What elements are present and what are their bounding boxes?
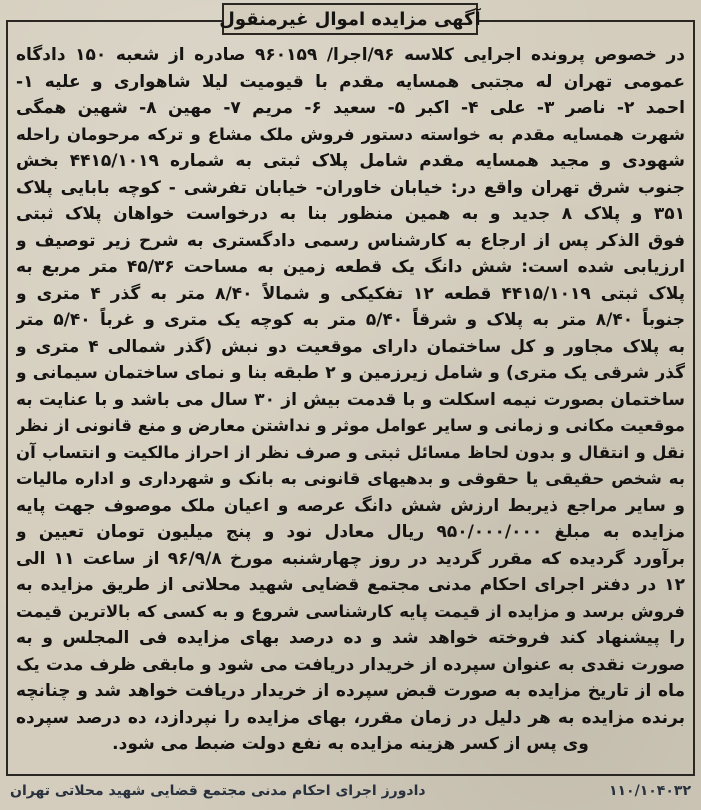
notice-line: ۱۲ در دفتر اجرای احکام مدنی مجتمع قضایی شهید محلاتی از طریق مزایده به	[16, 575, 685, 595]
notice-line: برآورد گردیده که مقرر گردید در روز چهارشنبه مورخ ۹۶/۹/۸ از ساعت ۱۱ الی	[16, 548, 685, 569]
notice-line: فوق الذکر پس از ارجاع به کارشناس رسمی دادگستری به شرح زیر توصیف و	[16, 230, 685, 251]
notice-line: موقعیت مکانی و زمانی و سایر عوامل موثر و نداشتن معارض و منع قانونی از نظر	[16, 416, 685, 435]
notice-line: گذر شرقی یک متری) و شامل زیرزمین و ۲ طبقه بنا و نمای ساختمان سیمانی و	[16, 363, 685, 383]
notice-line-last: وی پس از کسر هزینه مزایده به نفع دولت ضبط می شود.	[112, 734, 589, 754]
title-box	[219, 3, 481, 35]
notice-title: آگهی مزایده اموال غیرمنقول	[219, 8, 481, 30]
issuer-signature: دادورز اجرای احکام مدنی مجتمع قضایی شهید محلاتی تهران	[10, 783, 426, 799]
notice-line: شهرت همسایه مقدم به خواسته دستور فروش ملک مشاع و ترکه مرحومان راحله	[16, 124, 685, 144]
notice-line: ساختمان بصورت نیمه اسکلت و با قدمت بیش از ۳۰ سال می باشد و با عنایت به	[16, 389, 685, 410]
notice-line: ارزیابی شده است: شش دانگ یک قطعه زمین به مساحت ۴۵/۳۶ متر مربع به	[16, 257, 685, 277]
notice-line: پلاک ثبتی ۴۴۱۵/۱۰۱۹ قطعه ۱۲ تفکیکی و شمالاً ۸/۴۰ متر به گذر ۴ متری و	[16, 283, 685, 304]
notice-line: ماه از تاریخ مزایده به صورت قبض سپرده از خریدار دریافت خواهد شد و چنانچه	[16, 681, 685, 701]
notice-line: صورت نقدی به عنوان سپرده از خریدار دریافت می شود و مابقی ظرف مدت یک	[16, 654, 685, 675]
notice-line: به پلاک مجاور و کل ساختمان دارای موقعیت دو نبش (گذر شمالی ۴ متری و	[16, 336, 685, 357]
notice-body	[16, 42, 685, 758]
notice-line: برنده مزایده به هر دلیل در زمان مقرر، بهای مزایده را نپردازد، ده درصد سپرده	[16, 707, 685, 728]
notice-line: به شخص حقیقی یا حقوقی و بدهیهای قانونی به بانک و شهرداری و اداره مالیات	[16, 469, 685, 488]
notice-line: احمد ۲- ناصر ۳- علی ۴- اکبر ۵- سعید ۶- مریم ۷- مهین ۸- شهین همگی	[16, 98, 685, 118]
notice-footer	[10, 778, 691, 804]
notice-line: مزایده به مبلغ ۹۵۰/۰۰۰/۰۰۰ ریال معادل نود و پنج میلیون تومان تعیین و	[16, 522, 685, 542]
notice-line: جنوباً ۸/۴۰ متر به پلاک و شرقاً ۵/۴۰ متر به کوچه یک متری و غرباً ۵/۴۰ متر	[16, 310, 685, 330]
notice-line: نقل و انتقال و بدون لحاظ مسائل ثبتی و صرف نظر از احراز مالکیت و انتساب آن	[16, 442, 685, 462]
notice-line: در خصوص پرونده اجرایی کلاسه ۹۶/اجرا/ ۹۶۰۱۵۹ صادره از شعبه ۱۵۰ دادگاه	[16, 45, 685, 65]
notice-line: جنوب شرق تهران واقع در: خیابان خاوران- خیابان تفرشی - کوچه بابایی پلاک	[16, 177, 685, 198]
notice-line: را پیشنهاد کند فروخته خواهد شد و ده درصد بهای مزایده فی المجلس و به	[16, 628, 685, 648]
notice-line: عمومی تهران له مجتبی همسایه مقدم با قیومیت لیلا شاهواری و علیه ۱-	[16, 71, 685, 92]
notice-line: ۳۵۱ و پلاک ۸ جدید و به همین منظور بنا به درخواست خواهان پلاک ثبتی	[16, 204, 685, 224]
notice-code: ۱۱۰/۱۰۴۰۳۲	[608, 783, 691, 799]
notice-line: و سایر مراجع ذیربط ارزش شش دانگ عرصه و اعیان ملک موصوف جهت پایه	[16, 495, 685, 516]
notice-line: فروش برسد و مزایده از قیمت پایه کارشناسی شروع و به کسی که بالاترین قیمت	[16, 601, 685, 621]
notice-line: شهودی و مجید همسایه مقدم شامل پلاک ثبتی به شماره ۴۴۱۵/۱۰۱۹ بخش	[16, 151, 685, 171]
